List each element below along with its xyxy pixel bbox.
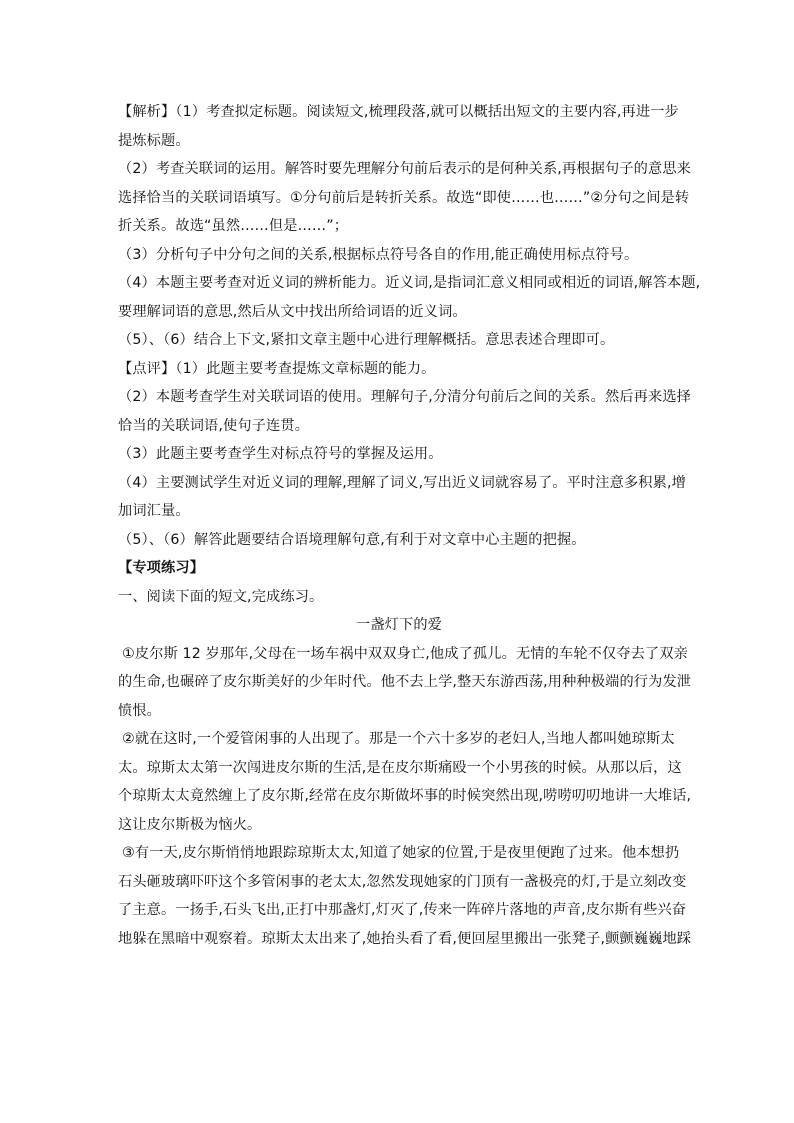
story-line: 石头砸玻璃吓吓这个多管闲事的老太太,忽然发现她家的门顶有一盏极亮的灯,于是立刻改变 xyxy=(118,873,687,890)
comment-line: （4）主要测试学生对近义词的理解,理解了词义,写出近义词就容易了。平时注意多积累,增 xyxy=(118,474,686,491)
comment-line: （5）、（6）解答此题要结合语境理解句意,有利于对文章中心主题的把握。 xyxy=(118,531,586,548)
comment-section xyxy=(118,355,692,555)
story-line: 个琼斯太太竟然缠上了皮尔斯,经常在皮尔斯做坏事的时候突然出现,唠唠叨叨地讲一大堆话, xyxy=(118,788,692,804)
story-title: 一盏灯下的爱 xyxy=(355,617,443,633)
analysis-section xyxy=(118,98,701,355)
analysis-line: 选择恰当的关联词语填写。①分句前后是转折关系。故选“即使……也……”②分句之间是转 xyxy=(118,189,690,206)
story-line: ①皮尔斯 12 岁那年,父母在一场车祸中双双身亡,他成了孤儿。无情的车轮不仅夺去了双亲 xyxy=(122,645,689,662)
document-page xyxy=(118,98,701,953)
analysis-line: （5）、（6）结合上下文,紧扣文章主题中心进行理解概括。意思表述合理即可。 xyxy=(118,332,615,348)
practice-instruction: 一、阅读下面的短文,完成练习。 xyxy=(118,588,324,605)
analysis-line: 要理解词语的意思,然后从文中找出所给词语的近义词。 xyxy=(118,303,467,320)
practice-section xyxy=(118,554,680,640)
story-line: 太。琼斯太太第一次闯进皮尔斯的生活,是在皮尔斯痛殴一个小男孩的时候。从那以后，这 xyxy=(118,759,682,776)
story-line: ②就在这时,一个爱管闲事的人出现了。那是一个六十多岁的老妇人,当地人都叫她琼斯太 xyxy=(122,731,675,747)
analysis-line: （4）本题主要考查对近义词的辨析能力。近义词,是指词汇意义相同或相近的词语,解答本题, xyxy=(118,275,701,291)
analysis-line: （2）考查关联词的运用。解答时要先理解分句前后表示的是何种关系,再根据句子的意思来 xyxy=(118,161,692,177)
analysis-line: 提炼标题。 xyxy=(118,132,190,149)
comment-line: （2）本题考查学生对关联词语的使用。理解句子,分清分句前后之间的关系。然后再来选择 xyxy=(118,389,692,405)
analysis-line: （3）分析句子中分句之间的关系,根据标点符号各自的作用,能正确使用标点符号。 xyxy=(118,246,639,263)
practice-heading: 【专项练习】 xyxy=(118,560,205,576)
comment-line: 恰当的关联词语,使句子连贯。 xyxy=(118,417,310,434)
story-section xyxy=(118,640,692,954)
story-line: 了主意。一扬手,石头飞出,正打中那盏灯,灯灭了,传来一阵碎片落地的声音,皮尔斯有些兴奋 xyxy=(118,902,687,918)
story-line: 愤恨。 xyxy=(118,702,162,719)
story-line: 地躲在黑暗中观察着。琼斯太太出来了,她抬头看了看,便回屋里搬出一张凳子,颤颤巍巍地踩 xyxy=(118,930,692,947)
comment-line: 【点评】（1）此题主要考查提炼文章标题的能力。 xyxy=(118,360,436,377)
story-line: 的生命,也碾碎了皮尔斯美好的少年时代。他不去上学,整天东游西荡,用种种极端的行为发泄 xyxy=(118,674,692,690)
analysis-line: 【解析】（1）考查拟定标题。阅读短文,梳理段落,就可以概括出短文的主要内容,再进一步 xyxy=(118,104,679,120)
comment-line: （3）此题主要考查学生对标点符号的掌握及运用。 xyxy=(118,446,443,462)
comment-line: 加词汇量。 xyxy=(118,503,190,519)
analysis-line: 折关系。故选“虽然……但是……”； xyxy=(118,218,349,234)
story-line: ③有一天,皮尔斯悄悄地跟踪琼斯太太,知道了她家的位置,于是夜里便跑了过来。他本想扔 xyxy=(122,845,680,861)
story-line: 这让皮尔斯极为恼火。 xyxy=(118,816,262,833)
